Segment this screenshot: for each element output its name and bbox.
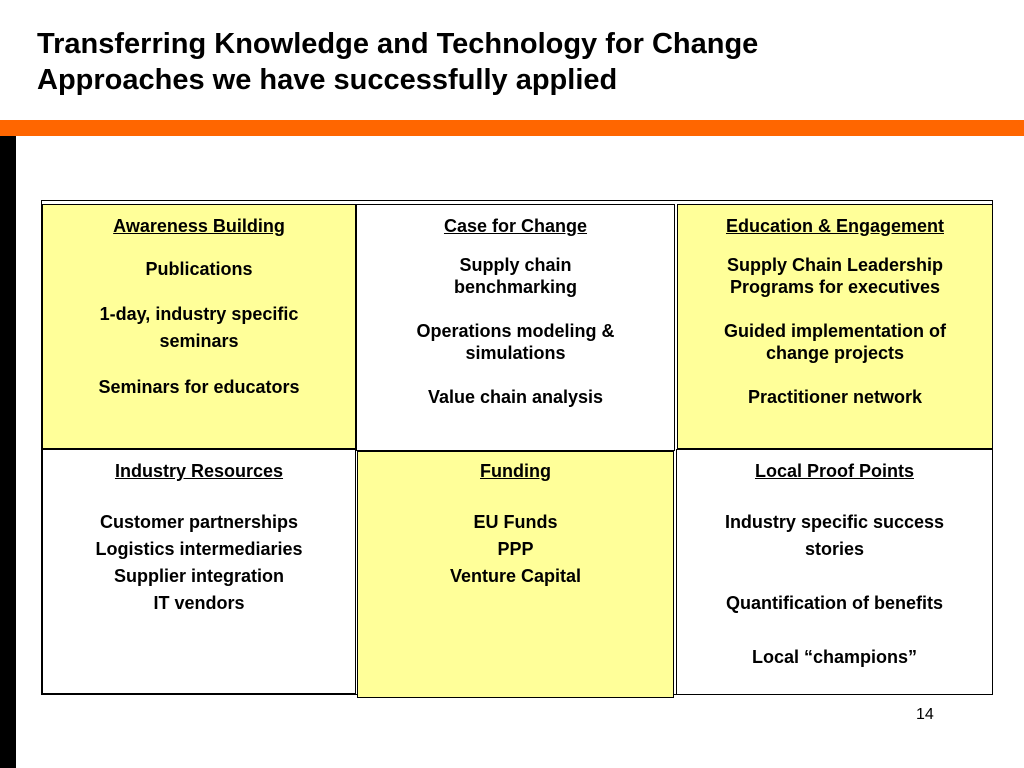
title-line-1: Transferring Knowledge and Technology for Change (37, 28, 759, 60)
cell-funding (357, 451, 674, 698)
cell-item: IT vendors (153, 593, 245, 613)
cell-item: Operations modeling & simulations (416, 321, 615, 363)
cell-item: Seminars for educators (98, 377, 300, 397)
cell-heading: Industry Resources (114, 461, 284, 481)
cell-case-for-change (356, 204, 675, 451)
cell-item: Venture Capital (449, 566, 582, 586)
cell-item: Customer partnerships (99, 512, 299, 532)
cell-item: Publications (145, 259, 253, 279)
cell-item: Local “champions” (751, 647, 918, 667)
cell-heading: Case for Change (443, 216, 588, 236)
cell-education-engagement (677, 204, 993, 449)
cell-item: Logistics intermediaries (95, 539, 303, 559)
cell-item: Supply chain benchmarking (453, 255, 578, 297)
side-bar (0, 136, 16, 768)
title-line-2: Approaches we have successfully applied (37, 64, 618, 96)
cell-item: Supplier integration (113, 566, 284, 586)
accent-divider-bar (0, 120, 1024, 136)
cell-item: Quantification of benefits (725, 593, 943, 613)
cell-heading: Awareness Building (113, 216, 285, 236)
cell-heading: Local Proof Points (754, 461, 914, 481)
cell-item: Practitioner network (747, 387, 923, 407)
cell-local-proof-points (676, 449, 993, 695)
cell-item: Guided implementation of change projects (723, 321, 946, 363)
cell-item: Supply Chain Leadership Programs for executives (726, 255, 944, 297)
cell-item: 1-day, industry specific seminars (99, 304, 299, 351)
cell-awareness-building (42, 204, 356, 449)
cell-item: Industry specific success stories (724, 512, 945, 559)
cell-item: EU Funds (473, 512, 558, 532)
cell-item: Value chain analysis (427, 387, 604, 407)
cell-heading: Funding (480, 461, 551, 481)
cell-item: PPP (497, 539, 534, 559)
slide-title (37, 26, 758, 98)
cell-heading: Education & Engagement (725, 216, 945, 236)
page-number: 14 (916, 706, 934, 723)
cell-industry-resources (42, 449, 356, 694)
